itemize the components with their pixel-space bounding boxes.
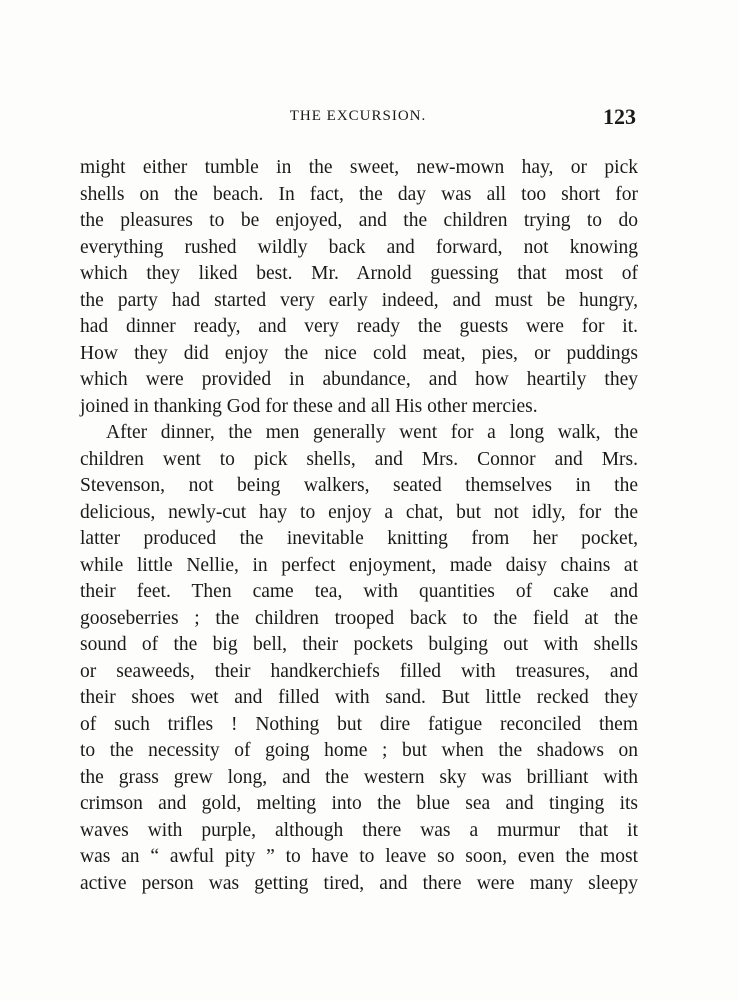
text-line: How they did enjoy the nice cold meat, pies, or puddings	[80, 342, 638, 364]
text-line: to the necessity of going home ; but when the shadows on	[80, 740, 638, 761]
running-head-title: THE EXCURSION.	[289, 108, 427, 124]
text-line: children went to pick shells, and Mrs. Connor and Mrs.	[80, 448, 638, 470]
text-line: or seaweeds, their handkerchiefs filled with treasures, and	[80, 660, 638, 682]
text-line: After dinner, the men generally went for a long walk, the	[106, 422, 638, 443]
running-head	[80, 104, 636, 130]
text-line: Stevenson, not being walkers, seated themselves in the	[80, 475, 638, 496]
text-line: latter produced the inevitable knitting from her pocket,	[80, 528, 638, 549]
text-line: their shoes wet and filled with sand. But little recked they	[80, 687, 638, 708]
text-line: joined in thanking God for these and all His other mercies.	[80, 395, 538, 417]
text-line: the grass grew long, and the western sky was brilliant with	[80, 766, 638, 788]
text-line: which were provided in abundance, and how heartily they	[80, 369, 638, 390]
text-line: their feet. Then came tea, with quantities of cake and	[80, 581, 638, 602]
paragraph-2	[80, 420, 638, 897]
text-line: had dinner ready, and very ready the guests were for it.	[80, 316, 638, 337]
text-line: the pleasures to be enjoyed, and the children trying to do	[80, 210, 638, 231]
body-text	[80, 155, 638, 897]
text-line: active person was getting tired, and there were many sleepy	[80, 872, 638, 894]
text-line: might either tumble in the sweet, new-mown hay, or pick	[80, 157, 638, 178]
text-line: waves with purple, although there was a murmur that it	[80, 819, 638, 841]
text-line: everything rushed wildly back and forward, not knowing	[80, 236, 638, 258]
text-line: delicious, newly-cut hay to enjoy a chat, but not idly, for the	[80, 501, 638, 523]
text-line: which they liked best. Mr. Arnold guessing that most of	[80, 263, 638, 284]
text-line: was an “ awful pity ” to have to leave so soon, even the most	[80, 846, 638, 867]
text-line: sound of the big bell, their pockets bulging out with shells	[80, 634, 638, 655]
text-line: shells on the beach. In fact, the day was all too short for	[80, 183, 638, 205]
text-line: gooseberries ; the children trooped back to the field at the	[80, 607, 638, 629]
text-line: while little Nellie, in perfect enjoyment, made daisy chains at	[80, 554, 638, 576]
text-line: crimson and gold, melting into the blue sea and tinging its	[80, 793, 638, 814]
text-line: the party had started very early indeed, and must be hungry,	[80, 289, 638, 311]
paragraph-1	[80, 155, 638, 420]
text-line: of such trifles ! Nothing but dire fatigue reconciled them	[80, 713, 638, 735]
page-number: 123	[603, 104, 636, 129]
